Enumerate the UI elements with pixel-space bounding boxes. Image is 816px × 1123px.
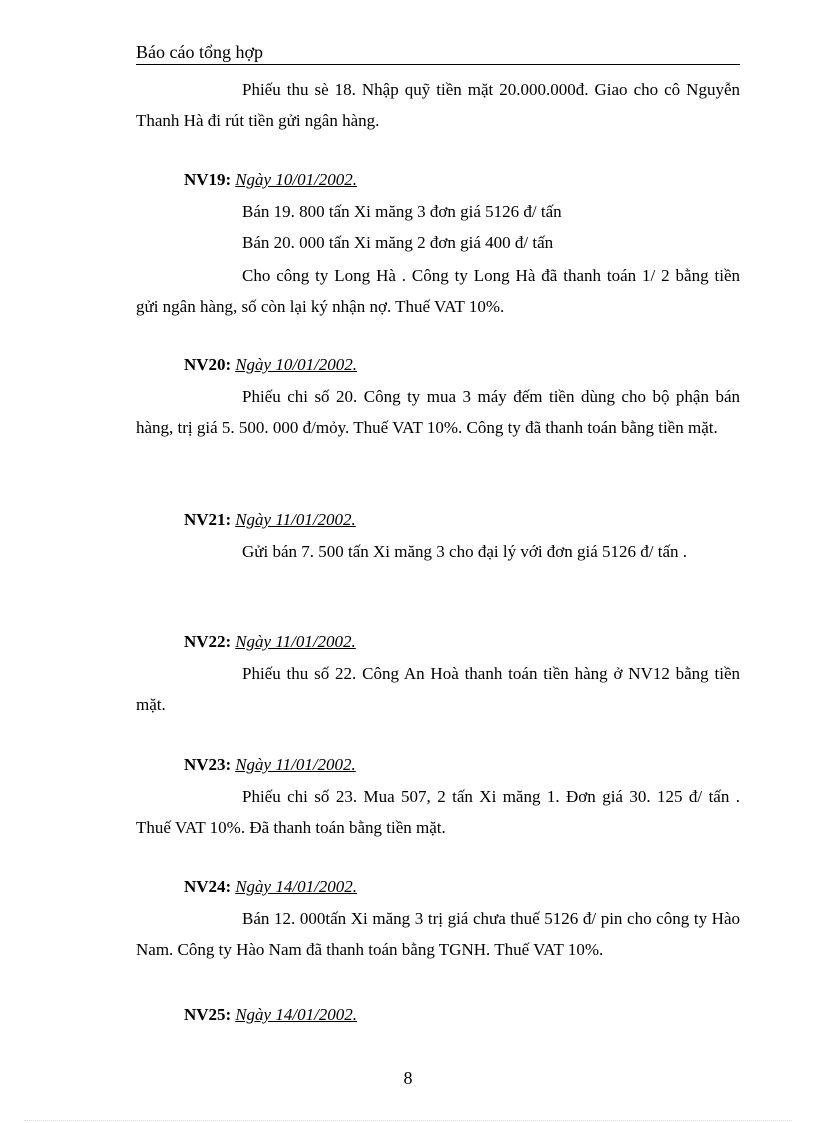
- transaction-heading-nv23: [184, 753, 356, 777]
- transaction-code: NV21:: [184, 510, 232, 529]
- transaction-paragraph: Gửi bán 7. 500 tấn Xi măng 3 cho đại lý với đơn giá 5126 đ/ tấn .: [242, 542, 688, 561]
- page-number: 8: [403, 1068, 413, 1088]
- transaction-code: NV22:: [184, 632, 232, 651]
- transaction-heading-nv19: [184, 168, 357, 192]
- transaction-paragraph: Phiếu chi số 23. Mua 507, 2 tấn Xi măng 1. Đơn giá 30. 125 đ/ tấn . Thuế VAT 10%. Đã thanh toán bằng tiền mặt.: [136, 787, 740, 837]
- transaction-code: NV19:: [184, 170, 232, 189]
- transaction-date: Ngày 14/01/2002.: [235, 877, 358, 896]
- transaction-paragraph: Cho công ty Long Hà . Công ty Long Hà đã thanh toán 1/ 2 bằng tiền gửi ngân hàng, số còn lại ký nhận nợ. Thuế VAT 10%.: [136, 266, 740, 316]
- transaction-paragraph: Phiếu chi số 20. Công ty mua 3 máy đếm tiền dùng cho bộ phận bán hàng, trị giá 5. 500. 000 đ/mỏy. Thuế VAT 10%. Công ty đã thanh toán bằng tiền mặt.: [136, 387, 740, 437]
- transaction-heading-nv22: [184, 630, 356, 654]
- intro-paragraph: Phiếu thu sè 18. Nhập quỹ tiền mặt 20.000.000đ. Giao cho cô Nguyễn Thanh Hà đi rút tiền gửi ngân hàng.: [136, 80, 740, 130]
- transaction-heading-nv21: [184, 508, 356, 532]
- transaction-date: Ngày 14/01/2002.: [235, 1005, 358, 1024]
- footer-divider: [24, 1120, 792, 1121]
- transaction-heading-nv25: [184, 1003, 357, 1027]
- transaction-date: Ngày 11/01/2002.: [235, 510, 356, 529]
- transaction-code: NV25:: [184, 1005, 232, 1024]
- transaction-paragraph: Bán 12. 000tấn Xi măng 3 trị giá chưa thuế 5126 đ/ pin cho công ty Hào Nam. Công ty Hào Nam đã thanh toán bằng TGNH. Thuế VAT 10%.: [136, 909, 740, 959]
- header-title: Báo cáo tổng hợp: [136, 42, 263, 62]
- transaction-date: Ngày 11/01/2002.: [235, 632, 356, 651]
- transaction-date: Ngày 10/01/2002.: [235, 355, 358, 374]
- page-header: [136, 40, 740, 65]
- transaction-date: Ngày 11/01/2002.: [235, 755, 356, 774]
- transaction-paragraph: Phiếu thu số 22. Công An Hoà thanh toán tiền hàng ở NV12 bằng tiền mặt.: [136, 664, 740, 714]
- transaction-code: NV20:: [184, 355, 232, 374]
- transaction-heading-nv24: [184, 875, 357, 899]
- transaction-heading-nv20: [184, 353, 357, 377]
- transaction-date: Ngày 10/01/2002.: [235, 170, 358, 189]
- transaction-line: Bán 19. 800 tấn Xi măng 3 đơn giá 5126 đ/ tấn: [242, 202, 562, 221]
- transaction-code: NV24:: [184, 877, 232, 896]
- transaction-code: NV23:: [184, 755, 232, 774]
- transaction-line: Bán 20. 000 tấn Xi măng 2 đơn giá 400 đ/ tấn: [242, 233, 554, 252]
